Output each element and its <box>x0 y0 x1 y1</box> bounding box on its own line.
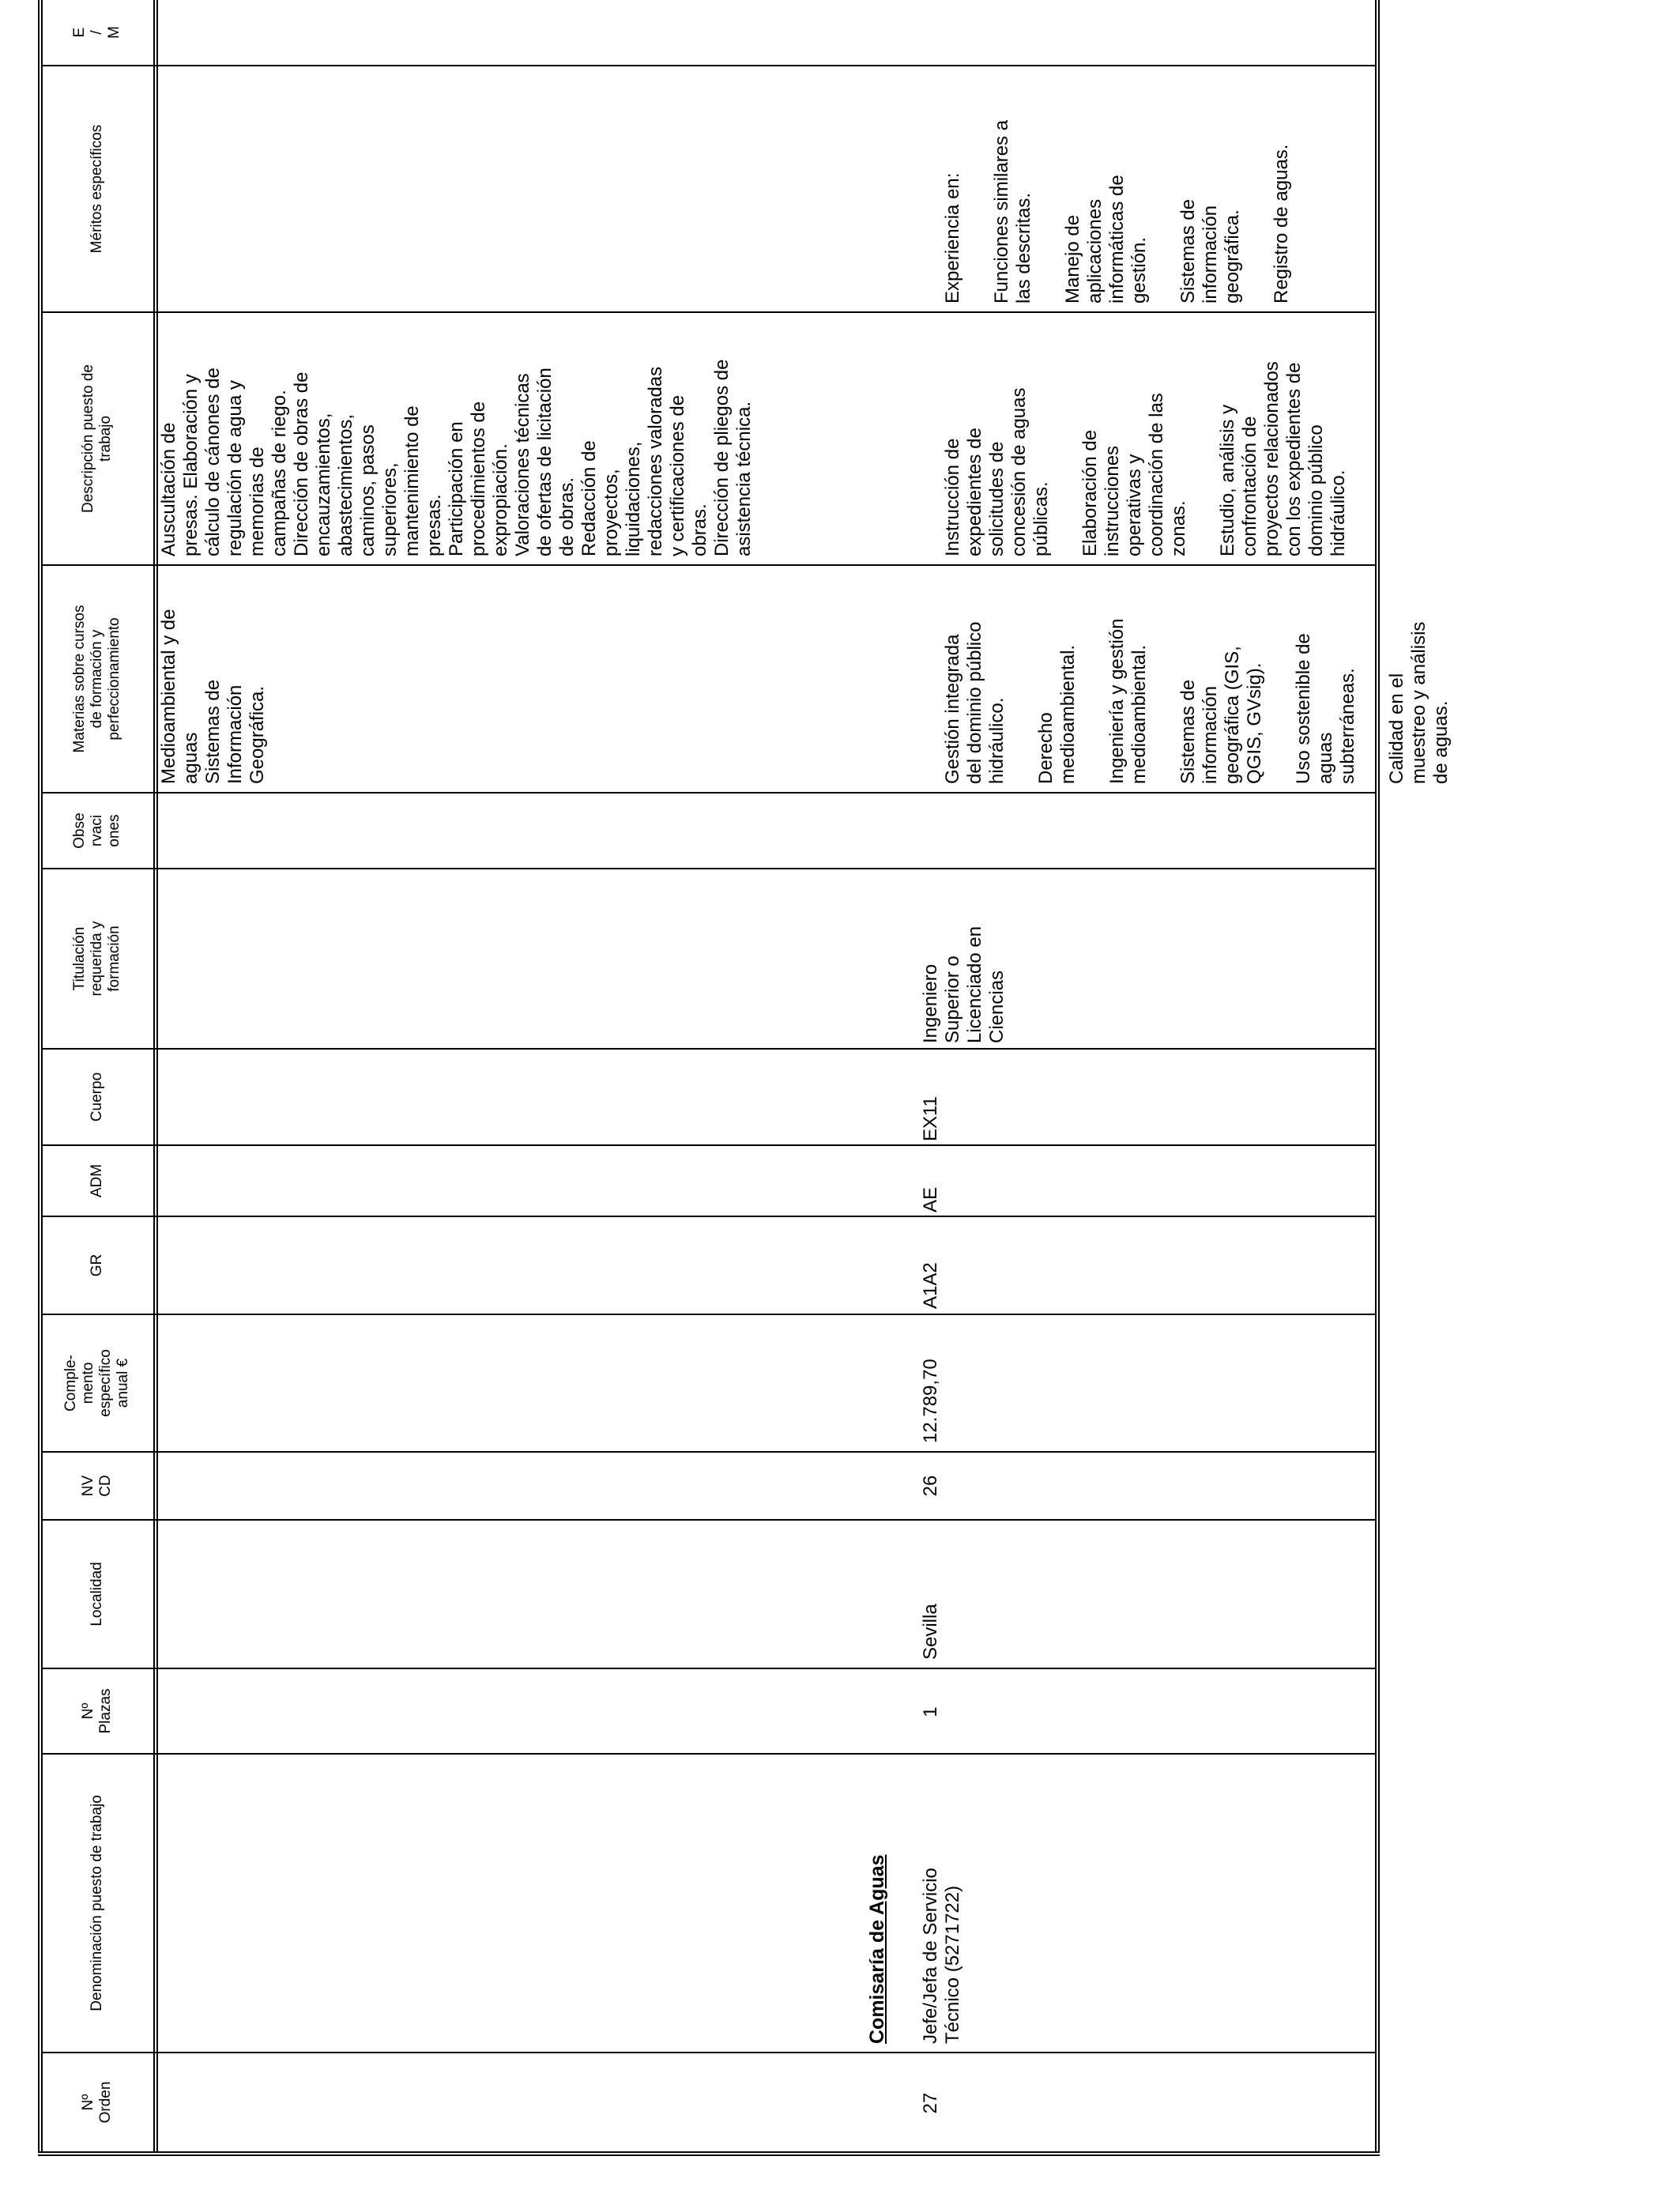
merito-item: Funciones similares a las descritas. <box>991 119 1034 303</box>
row-denominacion: Jefe/Jefa de Servicio Técnico (5271722) <box>920 1868 963 2044</box>
row-localidad: Sevilla <box>920 1604 941 1660</box>
row-complemento: 12.789,70 <box>920 1359 941 1443</box>
header-em: E / M <box>71 26 122 39</box>
materia-item: Uso sostenible de aguas subterráneas. <box>1293 633 1358 784</box>
header-observaciones: Obse rvaci ones <box>71 812 122 849</box>
row-adm: AE <box>920 1186 941 1212</box>
header-descripcion: Descripción puesto de trabajo <box>80 364 114 513</box>
row-cuerpo: EX11 <box>920 1096 941 1141</box>
header-cuerpo: Cuerpo <box>89 1072 105 1122</box>
materia-item: Sistemas de información geográfica (GIS, QGIS, GVsig). <box>1177 646 1265 784</box>
header-grupo: GR <box>89 1253 105 1277</box>
header-orden: Nº Orden <box>80 2081 114 2124</box>
row-nivel: 26 <box>920 1475 941 1497</box>
merito-item: Experiencia en: <box>942 172 963 303</box>
header-complemento: Comple- mento específico anual € <box>62 1349 131 1417</box>
continuation-descripcion: Auscultación de presas. Elaboración y cálculo de cánones de regulación de agua y memorias de campañas de riego. Dirección de obras de encauzamientos, abastecimientos, caminos, pasos superiores, mantenimiento de presas. Participación en procedimientos de expropiación. Valoraciones técnicas de ofertas de licitación de obras. Redacción de proyectos, liquidaciones, redacciones valoradas y certificaciones de obras. Dirección de pliegos de asistencia técnica. <box>158 359 755 556</box>
row-grupo: A1A2 <box>920 1262 941 1309</box>
continuation-materias: Medioambiental y de aguas Sistemas de Información Geográfica. <box>158 609 268 784</box>
row-meritos <box>920 71 1320 303</box>
row-orden: 27 <box>920 2092 941 2114</box>
materia-item: Gestión integrada del dominio público hidráulico. <box>942 621 1008 784</box>
row-descripcion <box>920 319 1377 556</box>
header-titulacion: Titulación requerida y formación <box>71 921 122 997</box>
descripcion-item: Elaboración de instrucciones operativas y coordinación de las zonas. <box>1079 393 1189 556</box>
row-plazas: 1 <box>920 1706 941 1717</box>
header-denominacion: Denominación puesto de trabajo <box>89 1795 105 2011</box>
header-meritos: Méritos específicos <box>89 124 105 254</box>
descripcion-item: Instrucción de expedientes de solicitudes de concesión de aguas públicas. <box>942 387 1052 556</box>
merito-item: Manejo de aplicaciones informáticas de gestión. <box>1062 175 1150 303</box>
header-nivel: NV CD <box>80 1475 114 1497</box>
section-title: Comisaría de Aguas <box>866 1854 888 2044</box>
materia-item: Calidad en el muestreo y análisis de aguas. <box>1386 621 1452 784</box>
materia-item: Ingeniería y gestión medioambiental. <box>1106 618 1150 784</box>
descripcion-item: Estudio, análisis y confrontación de proyectos relacionados con los expedientes de dominio público hidráulico. <box>1217 361 1349 556</box>
header-localidad: Localidad <box>89 1562 105 1627</box>
header-plazas: Nº Plazas <box>80 1688 114 1734</box>
row-titulacion: Ingeniero Superior o Licenciado en Ciencias <box>920 925 1008 1043</box>
merito-item: Sistemas de información geográfica. <box>1177 198 1243 303</box>
header-adm: ADM <box>89 1163 105 1198</box>
merito-item: Registro de aguas. <box>1271 144 1292 303</box>
materia-item: Derecho medioambiental. <box>1035 644 1079 784</box>
header-materias: Materias sobre cursos de formación y perfeccionamiento <box>71 605 122 753</box>
row-materias <box>920 569 1479 784</box>
